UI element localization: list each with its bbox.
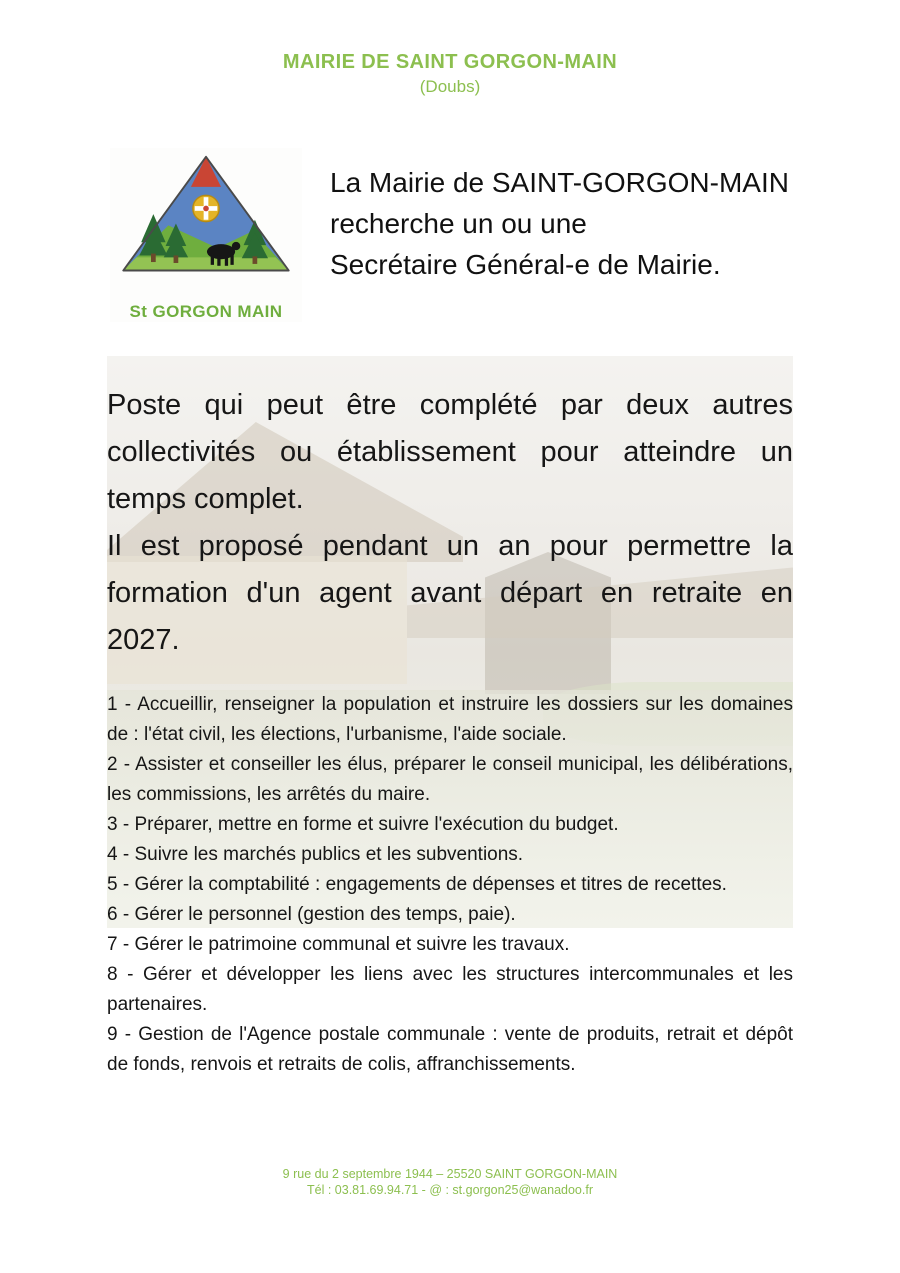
town-logo bbox=[110, 148, 302, 322]
task-item-6: 6 - Gérer le personnel (gestion des temps, paie). bbox=[107, 904, 516, 925]
task-item-4: 4 - Suivre les marchés publics et les subventions. bbox=[107, 844, 524, 865]
page-title: MAIRIE DE SAINT GORGON-MAIN bbox=[282, 51, 618, 73]
document-header bbox=[0, 0, 900, 98]
task-item-9: 9 - Gestion de l'Agence postale communale : vente de produits, retrait et dépôt de fonds, renvois et retraits de colis, affranchissements. bbox=[107, 1024, 793, 1075]
logo-caption: St GORGON MAIN bbox=[129, 302, 283, 321]
task-item-8: 8 - Gérer et développer les liens avec les structures intercommunales et les partenaires. bbox=[107, 964, 793, 1015]
lead-paragraph-2: Il est proposé pendant un an pour permettre la formation d'un agent avant départ en retraite en 2027. bbox=[107, 530, 793, 656]
task-item-2: 2 - Assister et conseiller les élus, préparer le conseil municipal, les délibérations, les commissions, les arrêtés du maire. bbox=[107, 754, 793, 805]
lead-text bbox=[107, 356, 793, 664]
mountain-village-crest-icon bbox=[112, 152, 300, 295]
task-list bbox=[107, 690, 793, 1080]
task-item-5: 5 - Gérer la comptabilité : engagements de dépenses et titres de recettes. bbox=[107, 874, 727, 895]
page-subtitle: (Doubs) bbox=[419, 77, 481, 96]
body-section bbox=[107, 356, 793, 1080]
footer-address: 9 rue du 2 septembre 1944 – 25520 SAINT GORGON-MAIN bbox=[282, 1167, 618, 1181]
lead-paragraph-1: Poste qui peut être complété par deux autres collectivités ou établissement pour atteindre un temps complet. bbox=[107, 389, 793, 515]
task-item-1: 1 - Accueillir, renseigner la population et instruire les dossiers sur les domaines de : l'état civil, les élections, l'urbanisme, l'aide sociale. bbox=[107, 694, 793, 745]
document-footer bbox=[0, 1166, 900, 1198]
headline-line-3: Secrétaire Général-e de Mairie. bbox=[330, 249, 721, 280]
task-item-7: 7 - Gérer le patrimoine communal et suivre les travaux. bbox=[107, 934, 570, 955]
job-headline bbox=[330, 162, 789, 285]
intro-section bbox=[110, 148, 810, 322]
headline-line-1: La Mairie de SAINT-GORGON-MAIN bbox=[330, 167, 789, 198]
headline-line-2: recherche un ou une bbox=[330, 208, 587, 239]
footer-contact: Tél : 03.81.69.94.71 - @ : st.gorgon25@wanadoo.fr bbox=[307, 1183, 593, 1197]
task-item-3: 3 - Préparer, mettre en forme et suivre l'exécution du budget. bbox=[107, 814, 619, 835]
